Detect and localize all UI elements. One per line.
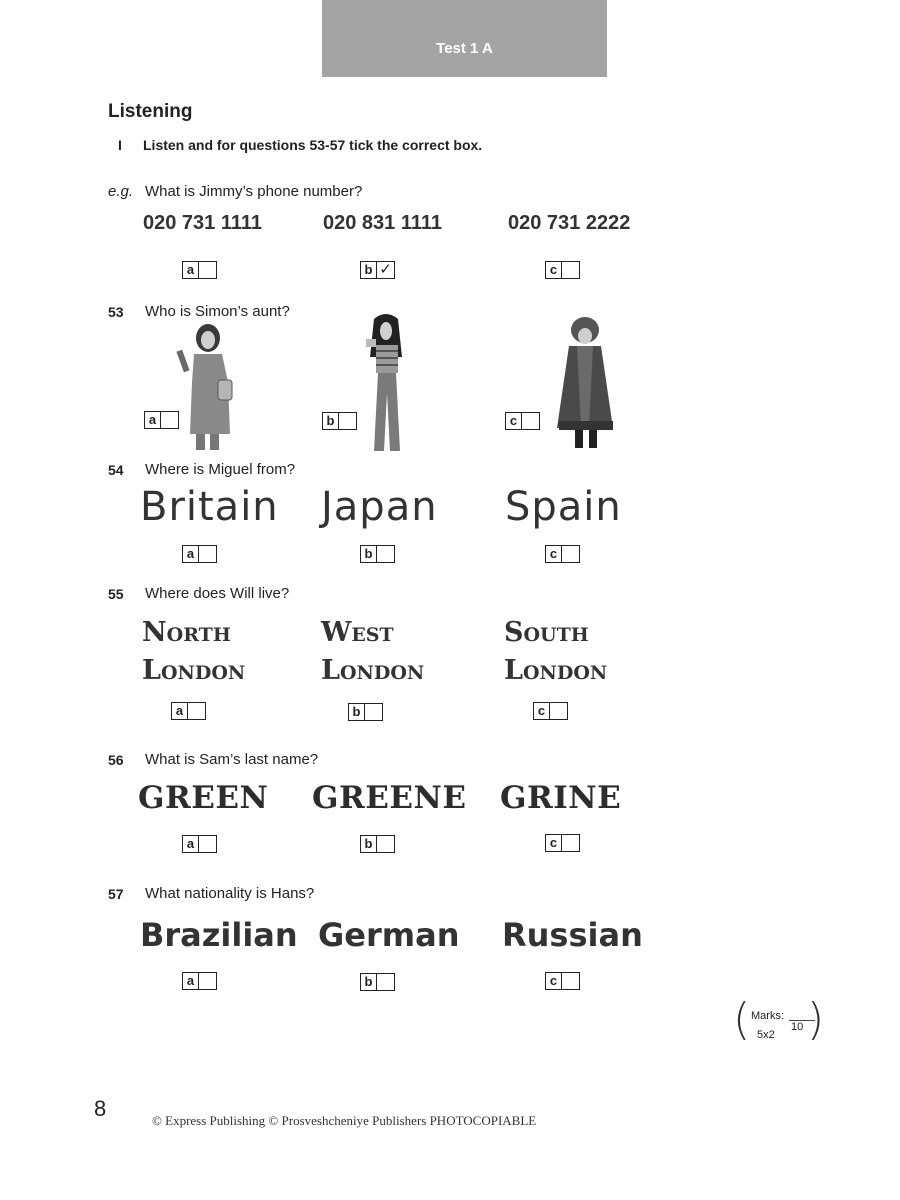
- option-word: Spain: [505, 484, 622, 530]
- option-word: [504, 614, 607, 690]
- answer-box[interactable]: [144, 411, 179, 429]
- box-checkbox[interactable]: [339, 413, 356, 429]
- page-number: 8: [94, 1096, 107, 1121]
- box-checkbox[interactable]: [562, 262, 579, 278]
- option-word: GRINE: [500, 780, 622, 816]
- left-parenthesis: (: [733, 994, 751, 1045]
- option-word: [142, 614, 245, 690]
- answer-box[interactable]: [545, 834, 580, 852]
- copyright-footer: © Express Publishing © Prosveshcheniye Publishers PHOTOCOPIABLE: [152, 1113, 537, 1128]
- box-letter: b: [323, 413, 339, 429]
- box-letter: a: [145, 412, 161, 428]
- question-text: Where is Miguel from?: [145, 461, 296, 478]
- box-letter: c: [546, 835, 562, 851]
- box-checkbox[interactable]: [562, 973, 579, 989]
- answer-box[interactable]: [545, 261, 580, 279]
- box-checkbox[interactable]: [161, 412, 178, 428]
- box-letter: a: [183, 836, 199, 852]
- box-letter: b: [361, 836, 377, 852]
- box-letter: a: [183, 546, 199, 562]
- option-word: Britain: [140, 484, 279, 530]
- answer-box[interactable]: [182, 835, 217, 853]
- answer-box[interactable]: [182, 545, 217, 563]
- instruction-number: I: [118, 137, 122, 153]
- example-option-a: 020 731 1111: [143, 212, 263, 234]
- box-letter: a: [183, 262, 199, 278]
- box-letter: c: [534, 703, 550, 719]
- box-checkbox[interactable]: [377, 546, 394, 562]
- question-number: 53: [108, 304, 124, 320]
- box-checkbox[interactable]: [522, 413, 539, 429]
- option-word: Russian: [502, 916, 643, 954]
- marks-multiplier: 5x2: [757, 1029, 775, 1041]
- option-word: [321, 614, 424, 690]
- answer-box[interactable]: [533, 702, 568, 720]
- option-line: West: [321, 617, 394, 648]
- box-letter: b: [361, 262, 377, 278]
- option-line: London: [504, 655, 608, 686]
- option-word: Brazilian: [140, 916, 298, 954]
- box-checkbox[interactable]: [199, 262, 216, 278]
- marks-denominator: 10: [791, 1021, 804, 1033]
- answer-box[interactable]: [348, 703, 383, 721]
- answer-box[interactable]: [322, 412, 357, 430]
- box-checkbox[interactable]: [199, 836, 216, 852]
- box-letter: c: [546, 262, 562, 278]
- box-letter: b: [361, 546, 377, 562]
- question-number: 54: [108, 462, 124, 478]
- example-option-b: 020 831 1111: [323, 212, 443, 234]
- question-number: 56: [108, 752, 124, 768]
- answer-box[interactable]: [182, 972, 217, 990]
- test-header-tab: [322, 0, 607, 77]
- box-checkbox-ticked[interactable]: ✓: [379, 261, 392, 278]
- option-word: GREENE: [312, 780, 467, 816]
- question-number: 57: [108, 886, 124, 902]
- answer-box[interactable]: [360, 835, 395, 853]
- box-checkbox[interactable]: [562, 835, 579, 851]
- question-text: What nationality is Hans?: [145, 885, 315, 902]
- option-word: Japan: [321, 484, 438, 530]
- answer-box[interactable]: [360, 261, 395, 279]
- box-checkbox[interactable]: [377, 836, 394, 852]
- option-line: North: [142, 617, 231, 648]
- woman-fur-coat-image: [555, 316, 617, 454]
- answer-box[interactable]: [171, 702, 206, 720]
- box-letter: b: [361, 974, 377, 990]
- example-option-c: 020 731 2222: [508, 212, 631, 234]
- option-line: London: [321, 655, 425, 686]
- box-letter: c: [506, 413, 522, 429]
- answer-box[interactable]: [360, 545, 395, 563]
- box-checkbox[interactable]: [377, 974, 394, 990]
- answer-box[interactable]: [545, 972, 580, 990]
- box-letter: c: [546, 546, 562, 562]
- box-checkbox[interactable]: [562, 546, 579, 562]
- example-question: What is Jimmy’s phone number?: [145, 183, 363, 200]
- question-text: Where does Will live?: [145, 585, 290, 602]
- question-text: Who is Simon’s aunt?: [145, 303, 290, 320]
- option-line: South: [504, 617, 589, 648]
- test-title: Test 1 A: [436, 40, 493, 57]
- right-parenthesis: ): [807, 994, 825, 1045]
- example-marker: e.g.: [108, 183, 134, 200]
- box-checkbox[interactable]: [199, 546, 216, 562]
- woman-striped-top-image: [362, 313, 412, 455]
- option-word: German: [318, 916, 460, 954]
- box-checkbox[interactable]: [199, 973, 216, 989]
- box-checkbox[interactable]: [188, 703, 205, 719]
- box-checkbox[interactable]: [365, 704, 382, 720]
- answer-box[interactable]: [360, 973, 395, 991]
- box-letter: c: [546, 973, 562, 989]
- box-checkbox[interactable]: [550, 703, 567, 719]
- instruction-text: Listen and for questions 53-57 tick the correct box.: [143, 137, 483, 153]
- option-word: GREEN: [138, 780, 269, 816]
- question-text: What is Sam’s last name?: [145, 751, 319, 768]
- marks-score-box: [733, 994, 825, 1046]
- box-letter: a: [172, 703, 188, 719]
- woman-long-coat-image: [172, 322, 242, 454]
- question-number: 55: [108, 586, 124, 602]
- section-title: Listening: [108, 101, 193, 122]
- answer-box[interactable]: [505, 412, 540, 430]
- answer-box[interactable]: [182, 261, 217, 279]
- answer-box[interactable]: [545, 545, 580, 563]
- marks-label: Marks:: [751, 1010, 784, 1022]
- box-letter: b: [349, 704, 365, 720]
- option-line: London: [142, 655, 246, 686]
- box-letter: a: [183, 973, 199, 989]
